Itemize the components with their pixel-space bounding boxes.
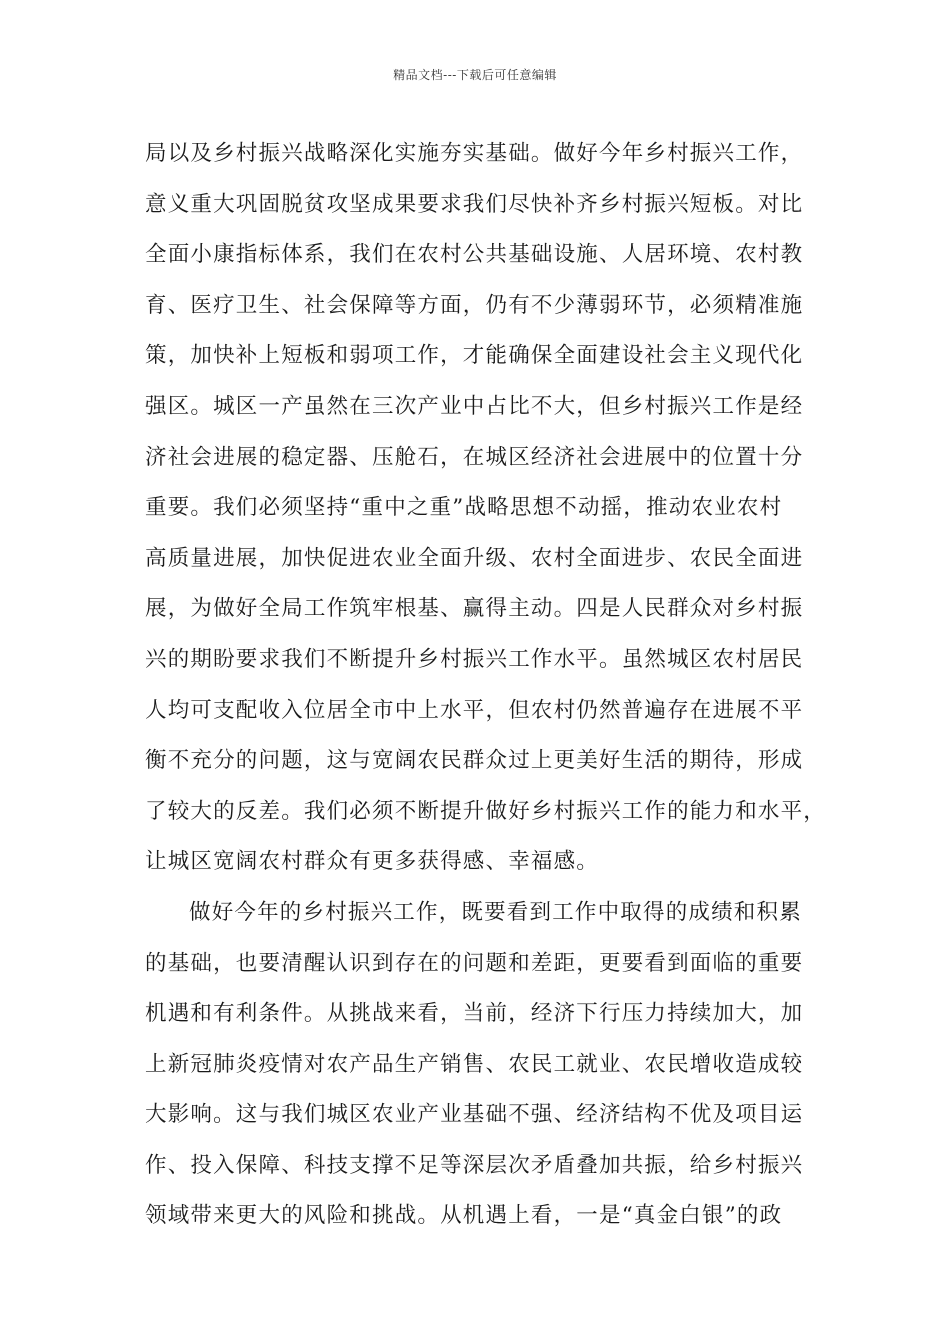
text-line: 高质量进展，加快促进农业全面升级、农村全面进步、农民全面进 bbox=[145, 545, 804, 571]
text-line: 的基础，也要清醒认识到存在的问题和差距，更要看到面临的重要 bbox=[145, 950, 804, 976]
text-line: 展，为做好全局工作筑牢根基、赢得主动。四是人民群众对乡村振 bbox=[145, 596, 804, 622]
text-line: 衡不充分的问题，这与宽阔农民群众过上更美好生活的期待，形成 bbox=[145, 748, 804, 774]
text-line: 意义重大巩固脱贫攻坚成果要求我们尽快补齐乡村振兴短板。对比 bbox=[145, 191, 804, 217]
text-line: 做好今年的乡村振兴工作，既要看到工作中取得的成绩和积累 bbox=[189, 899, 802, 925]
text-line: 让城区宽阔农村群众有更多获得感、幸福感。 bbox=[145, 849, 600, 875]
text-line: 全面小康指标体系，我们在农村公共基础设施、人居环境、农村教 bbox=[145, 242, 804, 268]
text-line: 了较大的反差。我们必须不断提升做好乡村振兴工作的能力和水平， bbox=[145, 798, 827, 824]
text-line: 重要。我们必须坚持“重中之重”战略思想不动摇，推动农业农村 bbox=[145, 495, 783, 521]
text-line: 作、投入保障、科技支撑不足等深层次矛盾叠加共振，给乡村振兴 bbox=[145, 1152, 804, 1178]
text-line: 人均可支配收入位居全市中上水平，但农村仍然普遍存在进展不平 bbox=[145, 697, 804, 723]
text-line: 济社会进展的稳定器、压舱石，在城区经济社会进展中的位置十分 bbox=[145, 444, 804, 470]
text-line: 领域带来更大的风险和挑战。从机遇上看，一是“真金白银”的政 bbox=[145, 1203, 783, 1229]
text-line: 大影响。这与我们城区农业产业基础不强、经济结构不优及项目运 bbox=[145, 1102, 804, 1128]
text-line: 强区。城区一产虽然在三次产业中占比不大，但乡村振兴工作是经 bbox=[145, 393, 804, 419]
text-line: 策，加快补上短板和弱项工作，才能确保全面建设社会主义现代化 bbox=[145, 343, 804, 369]
text-line: 上新冠肺炎疫情对农产品生产销售、农民工就业、农民增收造成较 bbox=[145, 1051, 804, 1077]
text-line: 兴的期盼要求我们不断提升乡村振兴工作水平。虽然城区农村居民 bbox=[145, 646, 804, 672]
paragraph-1 bbox=[145, 129, 827, 888]
text-line: 育、医疗卫生、社会保障等方面，仍有不少薄弱环节，必须精准施 bbox=[145, 292, 804, 318]
page-header: 精品文档---下载后可任意编辑 bbox=[393, 68, 557, 82]
document-body bbox=[145, 129, 827, 1242]
text-line: 机遇和有利条件。从挑战来看，当前，经济下行压力持续加大，加 bbox=[145, 1001, 804, 1027]
text-line: 局以及乡村振兴战略深化实施夯实基础。做好今年乡村振兴工作， bbox=[145, 141, 804, 166]
paragraph-2 bbox=[145, 888, 815, 1242]
